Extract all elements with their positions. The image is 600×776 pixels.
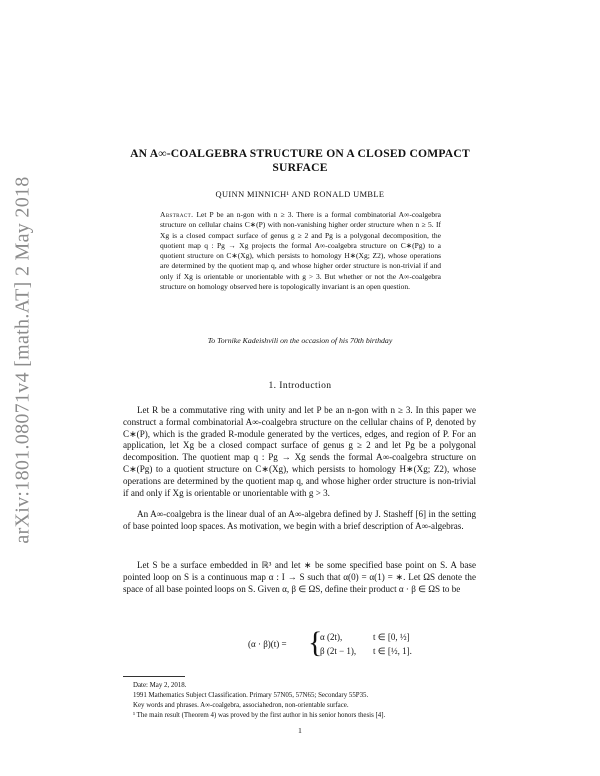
authors: QUINN MINNICH¹ AND RONALD UMBLE	[215, 190, 385, 199]
footnotes	[123, 681, 476, 721]
formula-case-1-cond: t ∈ [0, ½]	[373, 632, 410, 642]
paper-title-line-2: SURFACE	[272, 161, 328, 174]
footnote-msc: 1991 Mathematics Subject Classification. Primary 57N05, 57N65; Secondary 55P35.	[133, 692, 369, 699]
footnote-keywords: Key words and phrases. A∞-coalgebra, associahedron, non-orientable surface.	[133, 702, 349, 709]
product-formula	[248, 626, 412, 661]
paragraph-2: An A∞-coalgebra is the linear dual of an A∞-algebra defined by J. Stasheff [6] in the setting of base pointed loop spaces. As motivation, we begin with a brief description of A∞-algebras.	[123, 509, 476, 531]
paper-title-line-1: AN A∞-COALGEBRA STRUCTURE ON A CLOSED COMPACT	[130, 147, 470, 160]
paper-title	[110, 147, 490, 175]
footnote-thesis: ¹ The main result (Theorem 4) was proved by the first author in his senior honors thesis [4].	[133, 712, 386, 719]
formula-case-2-cond: t ∈ [½, 1].	[373, 646, 412, 656]
formula-case-1-expr: α (2t),	[320, 632, 343, 642]
abstract-label: Abstract.	[160, 210, 194, 219]
section-heading: 1. Introduction	[268, 380, 332, 391]
abstract	[160, 210, 441, 292]
paragraph-1: Let R be a commutative ring with unity and let P be an n-gon with n ≥ 3. In this paper we construct a formal combinatorial A∞-coalgebra structure on the cellular chains of P, denoted by C∗(P), which is the graded R-module generated by the vertices, edges, and region of P. For an application, let Xg be a closed compact surface of genus g ≥ 2 and let Pg be a polygonal decomposition. The quotient map q : Pg → Xg sends the formal A∞-coalgebra structure on C∗(Pg) to a quotient structure on C∗(Xg), which persists to homology H∗(Xg; Z2), whose operations are determined by the quotient map q, and whose higher order structure is non-trivial if and only if Xg is orientable or unorientable with g > 3.	[123, 405, 476, 498]
arxiv-stamp-text: arXiv:1801.08071v4 [math.AT] 2 May 2018	[11, 176, 34, 544]
abstract-text: Let P be an n-gon with n ≥ 3. There is a formal combinatorial A∞-coalgebra structure on cellular chains C∗(P) with non-vanishing higher order structure when n ≥ 5. If Xg is a closed compact surface of genus g ≥ 2 and Pg is a polygonal decomposition, the quotient map q : Pg → Xg projects the formal A∞-coalgebra structure on C∗(Pg) to a quotient structure on C∗(Xg), which persists to homology H∗(Xg; Z2), whose operations are determined by the quotient map q, and whose higher order structure is non-trivial if and only if Xg is orientable or unorientable with g > 3. But whether or not the A∞-coalgebra structure on homology observed here is topologically invariant is an open question.	[160, 210, 442, 292]
footnote-rule	[123, 676, 185, 677]
paragraph-3: Let S be a surface embedded in ℝ³ and let ∗ be some specified base point on S. A base pointed loop on S is a continuous map α : I → S such that α(0) = α(1) = ∗. Let ΩS denote the space of all base pointed loops on S. Given α, β ∈ ΩS, define their product α · β ∈ ΩS to be	[123, 560, 476, 594]
formula-case-2-expr: β (2t − 1),	[320, 646, 357, 656]
formula-brace: {	[308, 626, 323, 659]
footnote-date: Date: May 2, 2018.	[133, 682, 187, 689]
page-number: 1	[298, 726, 302, 735]
arxiv-stamp	[6, 140, 40, 580]
formula-lhs: (α · β)(t) =	[248, 639, 287, 649]
dedication: To Tornike Kadeishvili on the occasion of his 70th birthday	[207, 336, 393, 345]
